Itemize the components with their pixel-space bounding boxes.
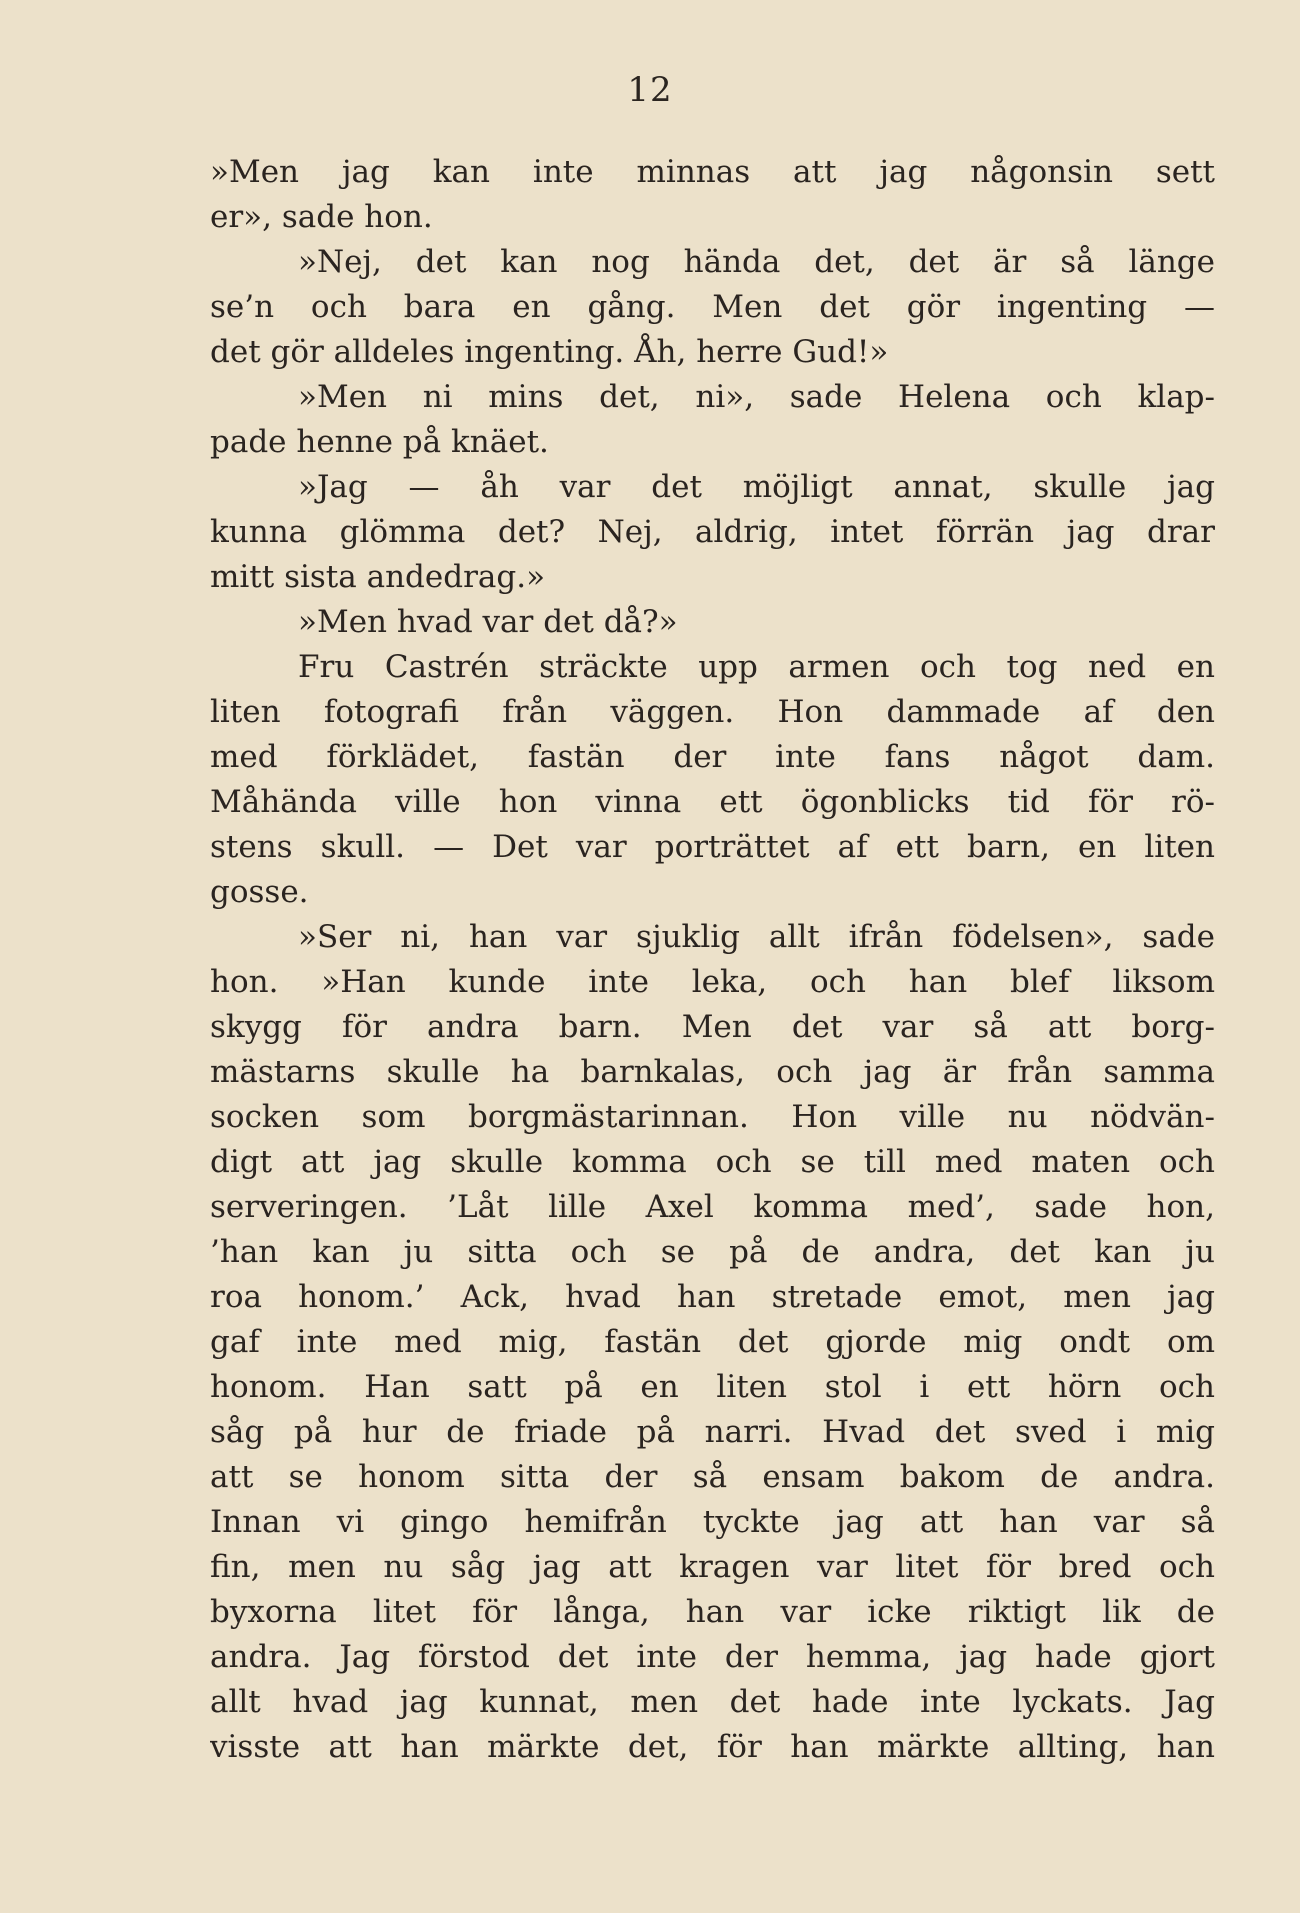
text-line: att se honom sitta der så ensam bakom de andra. — [210, 1459, 1215, 1495]
text-line: Innan vi gingo hemifrån tyckte jag att han var så — [210, 1504, 1215, 1540]
page-number: 12 — [627, 70, 673, 110]
text-line: mitt sista andedrag.» — [210, 559, 546, 595]
text-line: andra. Jag förstod det inte der hemma, jag hade gjort — [210, 1639, 1215, 1675]
text-line: kunna glömma det? Nej, aldrig, intet förrän jag drar — [210, 514, 1215, 550]
text-line: skygg för andra barn. Men det var så att borg- — [210, 1009, 1215, 1045]
text-line: »Men ni mins det, ni», sade Helena och klap- — [298, 379, 1215, 415]
text-line: er», sade hon. — [210, 199, 433, 235]
text-line: det gör alldeles ingenting. Åh, herre Gud!» — [210, 334, 889, 370]
text-line: hon. »Han kunde inte leka, och han blef liksom — [210, 964, 1215, 1000]
text-line: »Men jag kan inte minnas att jag någonsin sett — [210, 154, 1215, 190]
text-line: digt att jag skulle komma och se till med maten och — [210, 1144, 1215, 1180]
text-line: byxorna litet för långa, han var icke riktigt lik de — [210, 1594, 1215, 1630]
text-line: »Men hvad var det då?» — [298, 604, 678, 640]
text-line: se’n och bara en gång. Men det gör ingenting — — [210, 289, 1215, 325]
text-line: »Ser ni, han var sjuklig allt ifrån födelsen», sade — [298, 919, 1215, 955]
text-line: gaf inte med mig, fastän det gjorde mig ondt om — [210, 1324, 1215, 1360]
text-line: visste att han märkte det, för han märkte allting, han — [210, 1729, 1215, 1765]
text-line: Fru Castrén sträckte upp armen och tog ned en — [298, 649, 1215, 685]
text-line: serveringen. ’Låt lille Axel komma med’, sade hon, — [210, 1189, 1215, 1225]
text-line: Måhända ville hon vinna ett ögonblicks tid för rö- — [210, 784, 1215, 820]
text-line: gosse. — [210, 874, 309, 910]
text-line: med förklädet, fastän der inte fans något dam. — [210, 739, 1215, 775]
text-line: stens skull. — Det var porträttet af ett barn, en liten — [210, 829, 1215, 865]
text-line: socken som borgmästarinnan. Hon ville nu nödvän- — [210, 1099, 1215, 1135]
text-line: allt hvad jag kunnat, men det hade inte lyckats. Jag — [210, 1684, 1215, 1720]
text-line: »Nej, det kan nog hända det, det är så länge — [298, 244, 1215, 280]
text-line: ’han kan ju sitta och se på de andra, det kan ju — [210, 1234, 1215, 1270]
text-line: såg på hur de friade på narri. Hvad det sved i mig — [210, 1414, 1215, 1450]
text-line: honom. Han satt på en liten stol i ett hörn och — [210, 1369, 1215, 1405]
text-line: pade henne på knäet. — [210, 424, 549, 460]
text-line: roa honom.’ Ack, hvad han stretade emot, men jag — [210, 1279, 1215, 1315]
body-text — [210, 150, 1215, 1770]
text-line: liten fotografi från väggen. Hon dammade af den — [210, 694, 1215, 730]
text-line: »Jag — åh var det möjligt annat, skulle jag — [298, 469, 1215, 505]
text-line: fin, men nu såg jag att kragen var litet för bred och — [210, 1549, 1215, 1585]
text-line: mästarns skulle ha barnkalas, och jag är från samma — [210, 1054, 1215, 1090]
